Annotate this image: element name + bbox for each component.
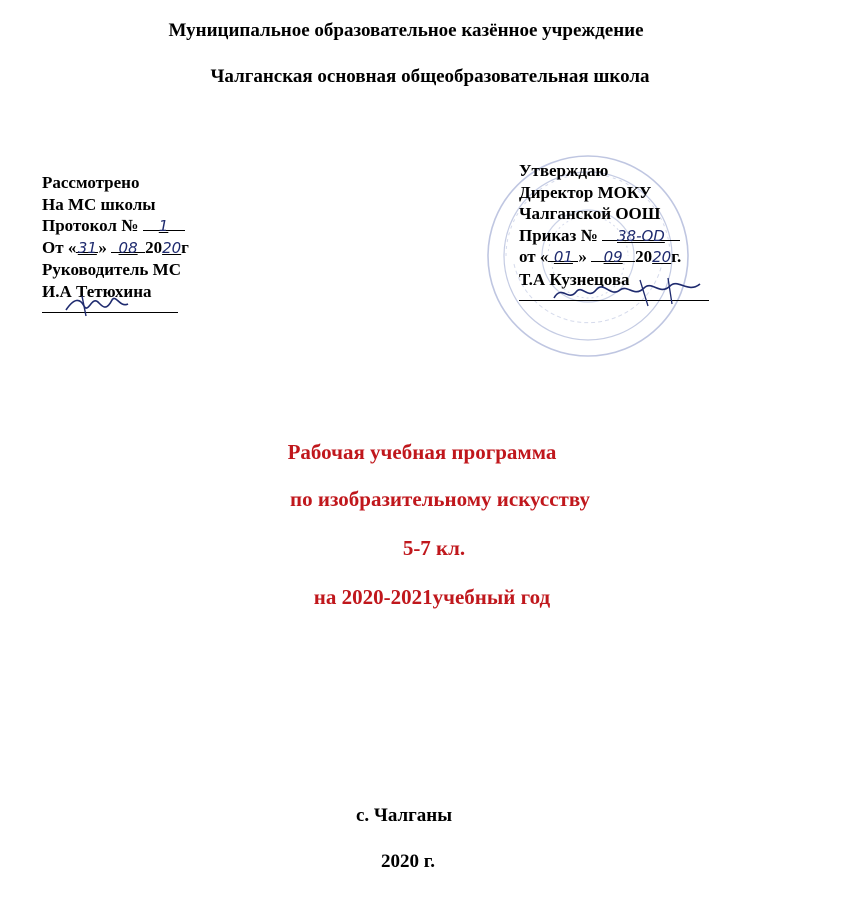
approved-label: Утверждаю [519, 161, 609, 180]
place-name: с. Чалганы [355, 805, 453, 826]
council-head-name: И.А Тетюхина [42, 281, 152, 301]
document-year: 2020 г. [381, 851, 435, 872]
program-subject: по изобразительному искусству [290, 487, 590, 511]
approved-month: 09 [603, 248, 623, 266]
reviewed-signature-icon [62, 292, 132, 318]
director-label: Директор МОКУ [519, 182, 652, 202]
council-head-label: Руководитель МС [42, 260, 181, 279]
approved-signature-icon [548, 276, 708, 310]
order-label: Приказ № [519, 225, 598, 245]
reviewed-day: 31 [77, 238, 97, 257]
program-title: Рабочая учебная программа [287, 440, 557, 464]
reviewed-label: Рассмотрено [42, 173, 140, 192]
program-grades: 5-7 кл. [402, 536, 466, 560]
school-name: Чалганская основная общеобразовательная школа [210, 66, 650, 87]
reviewed-month: 08 [118, 238, 138, 257]
council-label: На МС школы [42, 194, 156, 214]
protocol-label: Протокол № [42, 216, 139, 235]
order-line [519, 225, 681, 247]
approved-day: 01 [553, 248, 573, 266]
protocol-number: 1 [158, 217, 169, 235]
school-short-label: Чалганской ООШ [519, 204, 661, 223]
reviewed-date-line: От «31» 08 2020г [42, 237, 189, 257]
approved-block [519, 160, 681, 290]
approved-date-line: от « 01 » 09 2020г. [519, 247, 682, 266]
institution-name: Муниципальное образовательное казённое учреждение [168, 20, 644, 41]
order-number: 38-OD [617, 226, 665, 245]
director-name: Т.А Кузнецова [519, 269, 630, 289]
protocol-line [42, 215, 189, 237]
approved-year: 20 [652, 248, 672, 266]
reviewed-block [42, 172, 189, 302]
reviewed-year: 20 [162, 238, 182, 257]
program-year: на 2020-2021учебный год [313, 585, 551, 609]
